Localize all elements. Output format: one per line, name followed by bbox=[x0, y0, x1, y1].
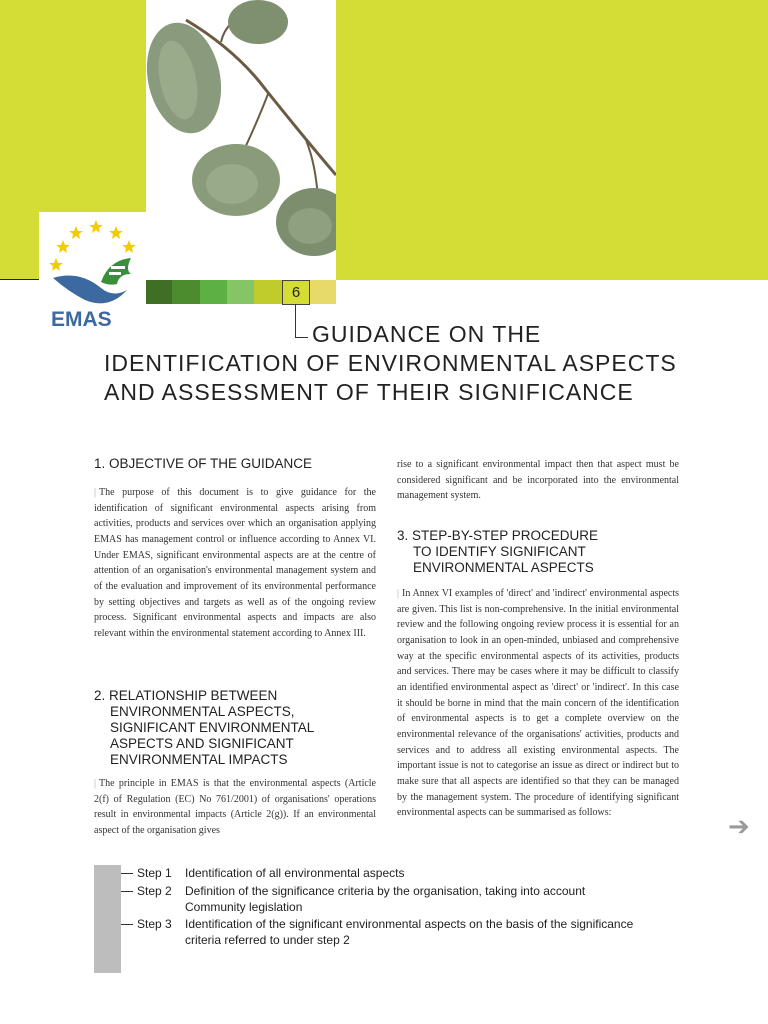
heading-line: 2. RELATIONSHIP BETWEEN bbox=[94, 688, 278, 703]
colorbar-segment bbox=[172, 280, 200, 304]
header-yellow-block-right bbox=[336, 0, 768, 280]
paragraph-marker-icon: | bbox=[94, 778, 97, 789]
title-line: IDENTIFICATION OF ENVIRONMENTAL ASPECTS bbox=[104, 350, 677, 376]
section2-paragraph: The principle in EMAS is that the environmental aspects (Article 2(f) of Regulation (EC) No 761/2001) of organisations' operations result in environmental impacts (Article 2(g)). If an environmental aspect of the organisation gives bbox=[94, 778, 376, 836]
step-text: Identification of all environmental aspects bbox=[185, 866, 405, 880]
section3-text bbox=[397, 586, 679, 821]
step-label: Step 2 bbox=[137, 884, 172, 898]
title-line: GUIDANCE ON THE bbox=[312, 321, 542, 347]
colorbar-segment bbox=[200, 280, 227, 304]
heading-line: ENVIRONMENTAL ASPECTS, bbox=[110, 704, 295, 719]
step-text: Definition of the significance criteria by the organisation, taking into account Community legislation bbox=[185, 884, 586, 914]
heading-line: ENVIRONMENTAL IMPACTS bbox=[110, 752, 288, 767]
colorbar-segment bbox=[310, 280, 336, 304]
colorbar-segment bbox=[146, 280, 172, 304]
section3-paragraph: In Annex VI examples of 'direct' and 'indirect' environmental aspects are given. This list is non-comprehensive. In the initial environmental review and the following ongoing review process it is essential for an organisation to look in an open-minded, unbiased and comprehensive way at the specific environmental aspects of its activities, products and services. There may be cases where it may be difficult to classify an identified environmental aspect as 'direct' or 'indirect'. In this case it should be borne in mind that the main concern of the identification of environmental aspects is to get a complete overview on the environmental relevance of the organisations' activities, products and services and to address all existing environmental aspects. The important issue is not to categorise an issue as direct or indirect but to make sure that all aspects are identified so that they can be managed by the management system. The procedure of identifying significant environmental aspects can be summarised as follows: bbox=[397, 588, 679, 819]
eu-stars-icon bbox=[39, 212, 146, 308]
heading-line: ASPECTS AND SIGNIFICANT bbox=[110, 736, 294, 751]
section3-heading bbox=[397, 528, 598, 576]
heading-line: ENVIRONMENTAL ASPECTS bbox=[413, 560, 594, 575]
chapter-number: 6 bbox=[282, 280, 310, 305]
heading-line: 1. OBJECTIVE OF THE GUIDANCE bbox=[94, 456, 313, 471]
paragraph-marker-icon: | bbox=[94, 487, 97, 498]
title-line: AND ASSESSMENT OF THEIR SIGNIFICANCE bbox=[104, 379, 634, 405]
heading-line: TO IDENTIFY SIGNIFICANT bbox=[413, 544, 586, 559]
colorbar-segment bbox=[254, 280, 282, 304]
paragraph-marker-icon: | bbox=[397, 588, 400, 599]
step-dash bbox=[121, 873, 133, 874]
section1-paragraph: The purpose of this document is to give guidance for the identification of significant environmental aspects arising from activities, products and services over which an organisation applying EMAS has management control or influence according to Annex VI. Under EMAS, significant environmental aspects are at the centre of attention of an organisation's environmental management system and of the evaluation and improvement of its environmental performance by setting objectives and targets as well as of the ongoing review process. Significant environmental aspects and impacts are also relevant within the environmental statement according to Annex III. bbox=[94, 487, 376, 639]
section1-heading bbox=[94, 456, 312, 472]
colorbar-segment bbox=[227, 280, 254, 304]
continuation-text: rise to a significant environmental impact then that aspect must be considered significant and be incorporated into the environmental management system. bbox=[397, 459, 679, 502]
leaf-branch-image bbox=[146, 0, 336, 280]
arrow-right-icon[interactable]: ➔ bbox=[728, 812, 750, 842]
step-dash bbox=[121, 891, 133, 892]
step-label: Step 1 bbox=[137, 866, 172, 880]
emas-logo-text: EMAS bbox=[51, 308, 112, 331]
section1-text bbox=[94, 485, 376, 642]
steps-sidebar-bar bbox=[94, 865, 121, 973]
page-title bbox=[104, 320, 677, 407]
leaf-branch-icon bbox=[146, 0, 336, 280]
section2-text bbox=[94, 776, 376, 839]
section2-heading bbox=[94, 688, 314, 768]
heading-line: SIGNIFICANT ENVIRONMENTAL bbox=[110, 720, 315, 735]
heading-line: 3. STEP-BY-STEP PROCEDURE bbox=[397, 528, 599, 543]
step-label: Step 3 bbox=[137, 917, 172, 931]
step-text: Identification of the significant environmental aspects on the basis of the significance criteria referred to under step 2 bbox=[185, 917, 634, 947]
step-dash bbox=[121, 924, 133, 925]
